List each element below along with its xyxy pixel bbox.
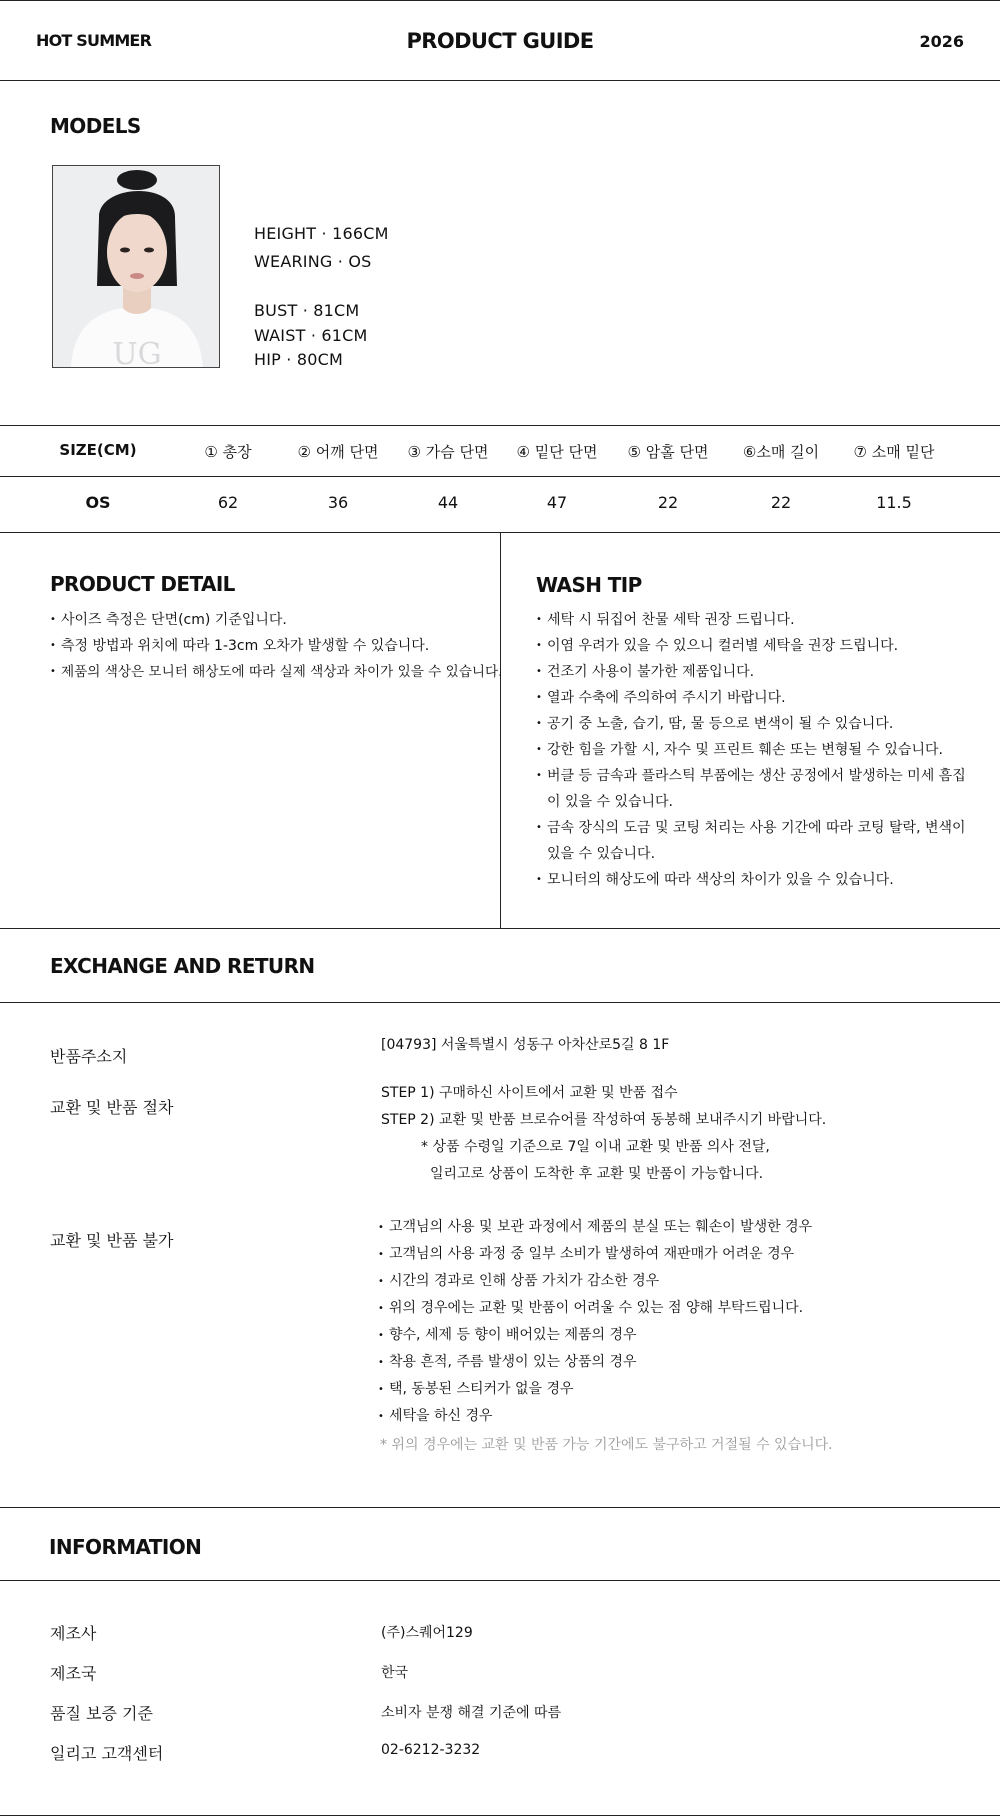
list-item: • 강한 힘을 가할 시, 자수 및 프린트 훼손 또는 변형될 수 있습니다. <box>536 737 976 763</box>
model-height: HEIGHT · 166CM <box>254 224 389 243</box>
info-label-quality: 품질 보증 기준 <box>50 1704 153 1723</box>
procedure-step: STEP 2) 교환 및 반품 브로슈어를 작성하여 동봉해 보내주시기 바랍니다. <box>381 1112 827 1128</box>
info-value-country: 한국 <box>381 1665 409 1681</box>
product-detail-title: PRODUCT DETAIL <box>50 572 235 596</box>
model-waist: WAIST · 61CM <box>254 326 368 345</box>
procedure-steps <box>381 1080 826 1188</box>
list-item: • 건조기 사용이 불가한 제품입니다. <box>536 659 976 685</box>
unavailable-list <box>378 1214 978 1430</box>
list-item: • 세탁 시 뒤집어 찬물 세탁 권장 드립니다. <box>536 607 976 633</box>
size-header-sleeve-length: ⑥소매 길이 <box>742 443 820 461</box>
size-table-top-rule <box>0 425 1000 426</box>
year-label: 2026 <box>919 32 964 51</box>
info-label-country: 제조국 <box>50 1664 97 1683</box>
procedure-note: 일리고로 상품이 도착한 후 교환 및 반품이 가능합니다. <box>430 1166 764 1182</box>
list-item: • 시간의 경과로 인해 상품 가치가 감소한 경우 <box>378 1268 978 1295</box>
procedure-label: 교환 및 반품 절차 <box>50 1098 174 1117</box>
model-photo-illustration <box>53 166 220 368</box>
list-item: • 고객님의 사용 과정 중 일부 소비가 발생하여 재판매가 어려운 경우 <box>378 1241 978 1268</box>
list-item: • 제품의 색상은 모니터 해상도에 따라 실제 색상과 차이가 있을 수 있습니다. <box>50 659 490 685</box>
list-item: • 모니터의 해상도에 따라 색상의 차이가 있을 수 있습니다. <box>536 867 976 893</box>
procedure-step: STEP 1) 구매하신 사이트에서 교환 및 반품 접수 <box>381 1085 678 1101</box>
size-cell-chest: 44 <box>437 493 459 512</box>
info-value-manufacturer: (주)스퀘어129 <box>381 1625 473 1641</box>
size-table-mid-rule <box>0 476 1000 477</box>
unavailable-note: * 위의 경우에는 교환 및 반품 가능 기간에도 불구하고 거절될 수 있습니다. <box>380 1437 833 1453</box>
page-title: PRODUCT GUIDE <box>406 29 594 53</box>
list-item: • 측정 방법과 위치에 따라 1-3cm 오차가 발생할 수 있습니다. <box>50 633 490 659</box>
list-item: • 이염 우려가 있을 수 있으니 컬러별 세탁을 권장 드립니다. <box>536 633 976 659</box>
header-rule <box>0 80 1000 81</box>
unavailable-label: 교환 및 반품 불가 <box>50 1231 174 1250</box>
list-item: • 금속 장식의 도금 및 코팅 처리는 사용 기간에 따라 코팅 탈락, 변색이 있을 수 있습니다. <box>536 815 976 867</box>
size-cell-shoulder: 36 <box>327 493 349 512</box>
size-header-size: SIZE(CM) <box>59 441 137 459</box>
info-value-customer-center: 02-6212-3232 <box>381 1742 481 1758</box>
size-cell-armhole: 22 <box>657 493 679 512</box>
list-item: • 향수, 세제 등 향이 배어있는 제품의 경우 <box>378 1322 978 1349</box>
size-header-chest: ③ 가슴 단면 <box>407 443 489 461</box>
list-item: • 공기 중 노출, 습기, 땀, 물 등으로 변색이 될 수 있습니다. <box>536 711 976 737</box>
exchange-title: EXCHANGE AND RETURN <box>50 954 315 978</box>
list-item: • 세탁을 하신 경우 <box>378 1403 978 1430</box>
size-header-armhole: ⑤ 암홀 단면 <box>627 443 709 461</box>
information-rule <box>0 1580 1000 1581</box>
detail-divider <box>500 532 501 928</box>
svg-text:UG: UG <box>112 337 162 368</box>
product-detail-list <box>50 607 503 685</box>
size-cell-hem: 47 <box>546 493 568 512</box>
list-item: • 열과 수축에 주의하여 주시기 바랍니다. <box>536 685 976 711</box>
size-cell-os: OS <box>85 493 111 512</box>
list-item: • 버클 등 금속과 플라스틱 부품에는 생산 공정에서 발생하는 미세 흠집이 있을 수 있습니다. <box>536 763 976 815</box>
size-header-hem: ④ 밑단 단면 <box>516 443 598 461</box>
exchange-rule <box>0 1002 1000 1003</box>
bottom-rule <box>0 1815 1000 1816</box>
list-item: • 착용 흔적, 주름 발생이 있는 상품의 경우 <box>378 1349 978 1376</box>
info-label-manufacturer: 제조사 <box>50 1624 97 1643</box>
wash-tip-list <box>536 607 976 893</box>
list-item: • 위의 경우에는 교환 및 반품이 어려울 수 있는 점 양해 부탁드립니다. <box>378 1295 978 1322</box>
info-value-quality: 소비자 분쟁 해결 기준에 따름 <box>381 1705 562 1721</box>
info-label-customer-center: 일리고 고객센터 <box>50 1744 164 1763</box>
wash-tip-title: WASH TIP <box>536 573 642 597</box>
size-cell-sleeve-length: 22 <box>770 493 792 512</box>
models-title: MODELS <box>50 114 141 138</box>
model-bust: BUST · 81CM <box>254 301 360 320</box>
return-address: [04793] 서울특별시 성동구 아차산로5길 8 1F <box>381 1037 670 1053</box>
top-rule <box>0 0 1000 1</box>
model-hip: HIP · 80CM <box>254 350 343 369</box>
model-photo <box>52 165 220 368</box>
list-item: • 고객님의 사용 및 보관 과정에서 제품의 분실 또는 훼손이 발생한 경우 <box>378 1214 978 1241</box>
return-address-label: 반품주소지 <box>50 1047 128 1066</box>
procedure-note: * 상품 수령일 기준으로 7일 이내 교환 및 반품 의사 전달, <box>421 1139 770 1155</box>
size-header-shoulder: ② 어깨 단면 <box>297 443 379 461</box>
information-top-rule <box>0 1507 1000 1508</box>
list-item: • 사이즈 측정은 단면(cm) 기준입니다. <box>50 607 490 633</box>
list-item: • 택, 동봉된 스티커가 없을 경우 <box>378 1376 978 1403</box>
detail-bottom-rule <box>0 928 1000 929</box>
size-cell-sleeve-hem: 11.5 <box>876 493 912 512</box>
model-wearing: WEARING · OS <box>254 252 372 271</box>
size-cell-length: 62 <box>217 493 239 512</box>
size-header-length: ① 총장 <box>204 443 252 461</box>
information-title: INFORMATION <box>49 1535 202 1559</box>
brand-name: HOT SUMMER <box>36 31 152 50</box>
size-header-sleeve-hem: ⑦ 소매 밑단 <box>853 443 935 461</box>
